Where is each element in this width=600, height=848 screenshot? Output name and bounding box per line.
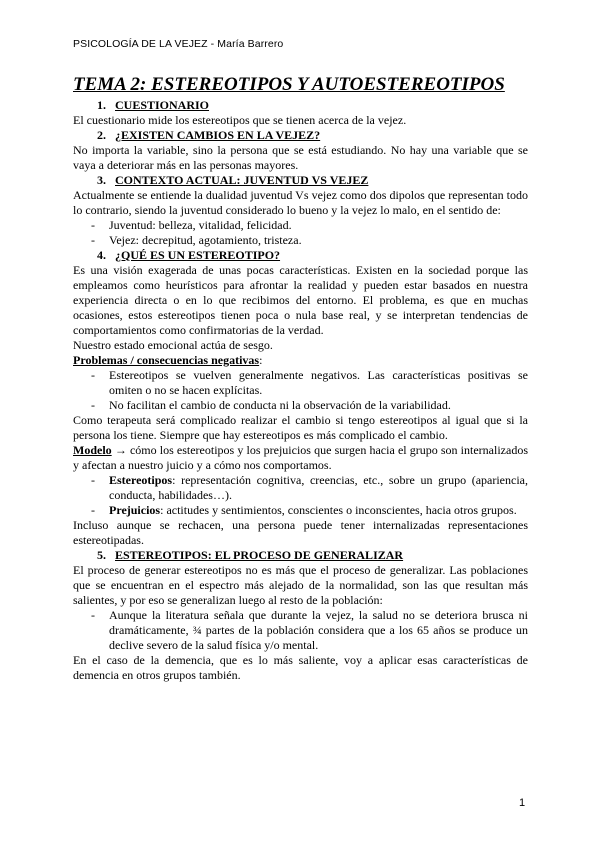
list-item-text: [109, 473, 528, 503]
definition-text: : representación cognitiva, creencias, etc., sobre un grupo (apariencia, conducta, habilidades…).: [109, 473, 528, 502]
dash-bullet: -: [91, 368, 95, 382]
list-item-text: Estereotipos se vuelven generalmente negativos. Las características positivas se omiten o no se hacen explícitas.: [109, 368, 528, 397]
running-header: PSICOLOGÍA DE LA VEJEZ - María Barrero: [73, 38, 284, 50]
dash-bullet: -: [91, 233, 95, 247]
section-title: ESTEREOTIPOS: EL PROCESO DE GENERALIZAR: [115, 548, 404, 562]
dash-bullet: -: [91, 473, 95, 487]
list-item: [73, 233, 528, 248]
paragraph: Nuestro estado emocional actúa de sesgo.: [73, 338, 273, 352]
model-text: → cómo los estereotipos y los prejuicios que surgen hacia el grupo son internalizados y afectan a nuestro juicio y a cómo nos comportamos.: [73, 443, 528, 472]
section-heading-5: [73, 548, 528, 563]
section-title: ¿QUÉ ES UN ESTEREOTIPO?: [115, 248, 281, 262]
list-item-text: Juventud: belleza, vitalidad, felicidad.: [109, 218, 292, 232]
paragraph: Es una visión exagerada de unas pocas características. Existen en la sociedad porque las empleamos como heurísticos para afrontar la realidad y pueden estar basados en nuestra experiencia directa o en lo que recibimos del entorno. El problema, es que en muchas ocasiones, estos estereotipos tienen poca o nula base real, y se interpretan tendencias de comportamientos como confirmatorias de la verdad.: [73, 263, 528, 337]
section-title: CUESTIONARIO: [115, 98, 210, 112]
problems-colon: :: [259, 353, 263, 367]
definition-term: Prejuicios: [109, 503, 161, 517]
model-label: Modelo: [73, 443, 112, 457]
section-heading-3: [73, 173, 528, 188]
list-item: [73, 503, 528, 518]
paragraph: Como terapeuta será complicado realizar el cambio si tengo estereotipos al igual que si la persona los tiene. Siempre que hay estereotipos es más complicado el cambio.: [73, 413, 528, 442]
problems-label: Problemas / consecuencias negativas: [73, 353, 260, 367]
dash-bullet: -: [91, 398, 95, 412]
page-title: TEMA 2: ESTEREOTIPOS Y AUTOESTEREOTIPOS: [73, 74, 505, 95]
paragraph: Incluso aunque se rechacen, una persona puede tener internalizadas representaciones estereotipadas.: [73, 518, 528, 547]
page-number: 1: [519, 797, 526, 809]
list-item-text: Aunque la literatura señala que durante la vejez, la salud no se deteriora brusca ni dramáticamente, ¾ partes de la población considera que a los 65 años se produce un declive severo de la salud física y/o mental.: [109, 608, 528, 652]
section-number: 3.: [97, 173, 106, 187]
document-body: [73, 73, 528, 683]
list-item: [73, 368, 528, 398]
dash-bullet: -: [91, 503, 95, 517]
section-number: 2.: [97, 128, 106, 142]
bullet-list: [73, 608, 528, 653]
list-item-text: Vejez: decrepitud, agotamiento, tristeza.: [109, 233, 302, 247]
problems-heading: [73, 353, 528, 368]
definition-term: Estereotipos: [109, 473, 173, 487]
dash-bullet: -: [91, 218, 95, 232]
list-item: [73, 398, 528, 413]
dash-bullet: -: [91, 608, 95, 622]
bullet-list: [73, 218, 528, 248]
paragraph: El cuestionario mide los estereotipos que se tienen acerca de la vejez.: [73, 113, 407, 127]
section-number: 5.: [97, 548, 106, 562]
list-item-text: No facilitan el cambio de conducta ni la observación de la variabilidad.: [109, 398, 451, 412]
section-heading-2: [73, 128, 528, 143]
paragraph: El proceso de generar estereotipos no es más que el proceso de generalizar. Las poblaciones que se encuentran en el espectro más alejado de la normalidad, son las que resultan más salientes, y por eso se generalizan luego al resto de la población:: [73, 563, 528, 607]
list-item-text: [109, 503, 528, 518]
section-number: 4.: [97, 248, 106, 262]
list-item: [73, 608, 528, 653]
section-title: ¿EXISTEN CAMBIOS EN LA VEJEZ?: [115, 128, 321, 142]
definition-text: : actitudes y sentimientos, conscientes o inconscientes, hacia otros grupos.: [160, 503, 517, 517]
model-paragraph: [73, 443, 528, 473]
definition-list: [73, 473, 528, 518]
paragraph: No importa la variable, sino la persona que se está estudiando. No hay una variable que se vaya a deteriorar más en las personas mayores.: [73, 143, 528, 172]
list-item: [73, 473, 528, 503]
bullet-list: [73, 368, 528, 413]
paragraph: En el caso de la demencia, que es lo más saliente, voy a aplicar esas características de demencia en otros grupos también.: [73, 653, 528, 682]
list-item: [73, 218, 528, 233]
section-heading-1: [73, 98, 528, 113]
section-title: CONTEXTO ACTUAL: JUVENTUD VS VEJEZ: [115, 173, 369, 187]
paragraph: Actualmente se entiende la dualidad juventud Vs vejez como dos dipolos que representan todo lo contrario, siendo la juventud considerado lo bueno y la vejez lo malo, en el sentido de:: [73, 188, 528, 217]
section-heading-4: [73, 248, 528, 263]
section-number: 1.: [97, 98, 106, 112]
